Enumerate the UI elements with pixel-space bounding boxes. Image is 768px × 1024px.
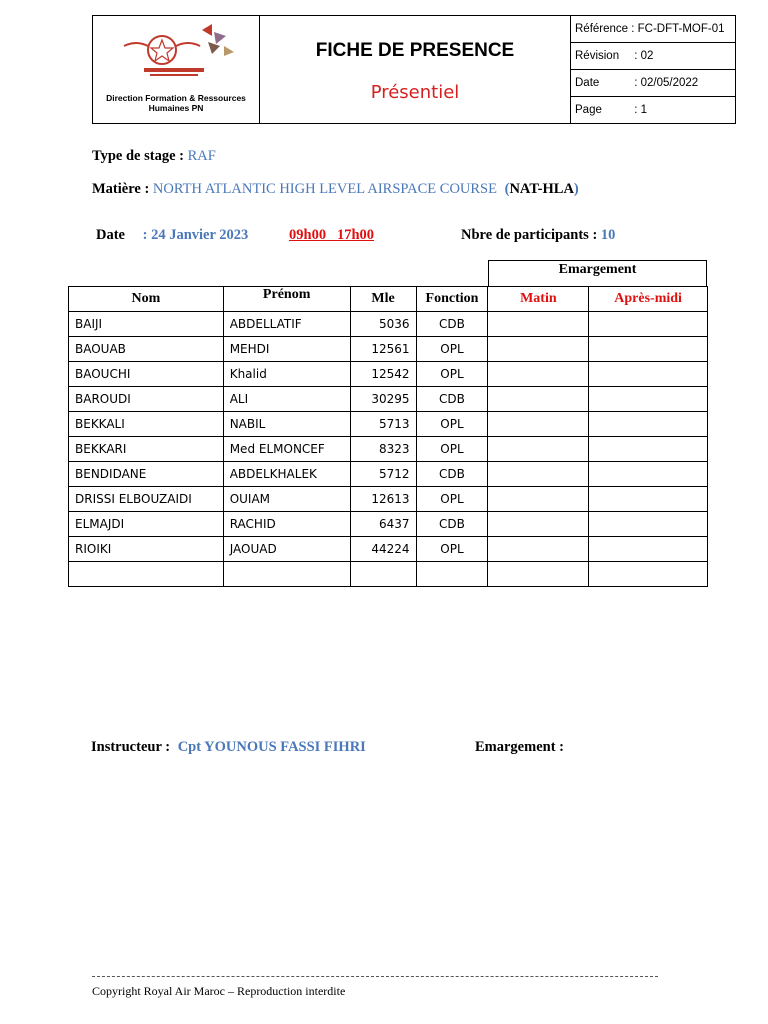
matiere-line: [92, 181, 579, 198]
cell-matin-signature[interactable]: [488, 387, 589, 412]
instructor-value: Cpt YOUNOUS FASSI FIHRI: [177, 739, 366, 755]
instructor-emargement-label: Emargement :: [475, 739, 564, 755]
session-date-value: : 24 Janvier 2023: [142, 227, 249, 243]
participants-value: 10: [600, 227, 616, 243]
cell-mle: 5713: [350, 412, 416, 437]
revision-label: Révision: [575, 50, 620, 62]
table-row: [69, 312, 708, 337]
type-stage-line: [92, 148, 216, 165]
cell-apres-midi-signature[interactable]: [589, 512, 708, 537]
cell-apres-midi-signature[interactable]: [589, 412, 708, 437]
cell-prenom: NABIL: [223, 412, 350, 437]
matiere-value: NORTH ATLANTIC HIGH LEVEL AIRSPACE COURSE: [152, 181, 497, 197]
col-nom: Nom: [69, 287, 224, 312]
instructor-label: Instructeur :: [91, 739, 171, 755]
cell-fonction: OPL: [416, 337, 488, 362]
cell-matin-signature[interactable]: [488, 412, 589, 437]
matiere-paren-open: (: [504, 181, 510, 197]
cell-mle: 12613: [350, 487, 416, 512]
cell-prenom: RACHID: [223, 512, 350, 537]
cell-nom: ELMAJDI: [69, 512, 224, 537]
col-mle: Mle: [350, 287, 416, 312]
date-cell: [571, 70, 736, 97]
time-end: 17h00: [336, 227, 375, 243]
cell-apres-midi-signature[interactable]: [589, 462, 708, 487]
cell-prenom: OUIAM: [223, 487, 350, 512]
footer-copyright: Copyright Royal Air Maroc – Reproduction interdite: [92, 984, 346, 998]
revision-value: : 02: [634, 50, 654, 62]
cell-apres-midi-signature[interactable]: [589, 537, 708, 562]
cell-matin-signature[interactable]: [488, 512, 589, 537]
table-row: [69, 337, 708, 362]
page-label: Page: [575, 104, 602, 116]
instructor-line: [91, 739, 366, 756]
cell-nom: BEKKARI: [69, 437, 224, 462]
cell-mle: 12542: [350, 362, 416, 387]
cell-prenom: JAOUAD: [223, 537, 350, 562]
cell-matin-signature[interactable]: [488, 487, 589, 512]
session-date-label: Date: [96, 227, 125, 243]
cell-apres-midi-signature[interactable]: [589, 337, 708, 362]
table-row: [69, 412, 708, 437]
table-row: [69, 462, 708, 487]
cell-matin-signature[interactable]: [488, 562, 589, 587]
cell-fonction: OPL: [416, 412, 488, 437]
cell-matin-signature[interactable]: [488, 537, 589, 562]
date-label: Date: [575, 77, 600, 89]
attendance-table: [68, 286, 708, 587]
cell-nom: RIOIKI: [69, 537, 224, 562]
cell-prenom: ALI: [223, 387, 350, 412]
cell-prenom: Med ELMONCEF: [223, 437, 350, 462]
cell-apres-midi-signature[interactable]: [589, 312, 708, 337]
page-cell: [571, 97, 736, 124]
department-name: Direction Formation & Ressources Humaines PN: [106, 93, 246, 113]
cell-fonction: OPL: [416, 362, 488, 387]
cell-prenom: ABDELKHALEK: [223, 462, 350, 487]
matiere-paren-close: ): [573, 181, 579, 197]
cell-nom: BAIJI: [69, 312, 224, 337]
cell-fonction: CDB: [416, 312, 488, 337]
cell-mle: 5712: [350, 462, 416, 487]
table-row: [69, 362, 708, 387]
date-value: : 02/05/2022: [634, 77, 699, 89]
participants-label: Nbre de participants :: [461, 227, 598, 243]
cell-matin-signature[interactable]: [488, 462, 589, 487]
cell-nom: BAROUDI: [69, 387, 224, 412]
cell-mle: 44224: [350, 537, 416, 562]
table-row: [69, 437, 708, 462]
session-time: [289, 227, 374, 244]
emargement-header: Emargement: [488, 260, 707, 286]
cell-fonction: [416, 562, 488, 587]
cell-matin-signature[interactable]: [488, 312, 589, 337]
cell-fonction: CDB: [416, 462, 488, 487]
table-row: [69, 512, 708, 537]
revision-cell: [571, 43, 736, 70]
cell-fonction: CDB: [416, 387, 488, 412]
document-subtitle: Présentiel: [370, 82, 460, 103]
col-fonction: Fonction: [416, 287, 488, 312]
cell-mle: 5036: [350, 312, 416, 337]
reference-cell: [571, 16, 736, 43]
document-title: FICHE DE PRESENCE: [315, 40, 515, 61]
table-row: [69, 387, 708, 412]
cell-nom: BEKKALI: [69, 412, 224, 437]
cell-apres-midi-signature[interactable]: [589, 362, 708, 387]
cell-apres-midi-signature[interactable]: [589, 437, 708, 462]
table-row: [69, 487, 708, 512]
cell-matin-signature[interactable]: [488, 362, 589, 387]
matiere-label: Matière :: [92, 181, 150, 197]
table-row: [69, 562, 708, 587]
col-apres-midi: Après-midi: [589, 287, 708, 312]
cell-nom: [69, 562, 224, 587]
cell-fonction: CDB: [416, 512, 488, 537]
cell-mle: 8323: [350, 437, 416, 462]
cell-matin-signature[interactable]: [488, 437, 589, 462]
type-stage-value: RAF: [187, 148, 216, 164]
cell-nom: DRISSI ELBOUZAIDI: [69, 487, 224, 512]
cell-matin-signature[interactable]: [488, 337, 589, 362]
royal-air-maroc-logo: [116, 22, 236, 82]
time-start: 09h00: [289, 227, 327, 243]
cell-prenom: ABDELLATIF: [223, 312, 350, 337]
type-stage-label: Type de stage :: [92, 148, 184, 164]
cell-prenom: Khalid: [223, 362, 350, 387]
participants-line: [461, 227, 615, 244]
cell-mle: 6437: [350, 512, 416, 537]
cell-nom: BAOUCHI: [69, 362, 224, 387]
cell-nom: BENDIDANE: [69, 462, 224, 487]
cell-prenom: MEHDI: [223, 337, 350, 362]
cell-apres-midi-signature[interactable]: [589, 562, 708, 587]
cell-nom: BAOUAB: [69, 337, 224, 362]
cell-apres-midi-signature[interactable]: [589, 487, 708, 512]
cell-fonction: OPL: [416, 487, 488, 512]
col-prenom: Prénom: [223, 287, 350, 312]
table-row: [69, 537, 708, 562]
document-header: [92, 15, 736, 121]
matiere-code: NAT-HLA: [509, 181, 574, 197]
title-cell: [260, 16, 571, 124]
col-matin: Matin: [488, 287, 589, 312]
reference-text: Référence : FC-DFT-MOF-01: [575, 23, 725, 35]
cell-prenom: [223, 562, 350, 587]
page-value: : 1: [634, 104, 647, 116]
date-line: [96, 227, 248, 244]
cell-mle: [350, 562, 416, 587]
footer-divider: [92, 976, 658, 977]
cell-fonction: OPL: [416, 437, 488, 462]
table-header-row: [69, 287, 708, 312]
cell-mle: 12561: [350, 337, 416, 362]
logo-cell: [93, 16, 260, 124]
cell-apres-midi-signature[interactable]: [589, 387, 708, 412]
cell-mle: 30295: [350, 387, 416, 412]
cell-fonction: OPL: [416, 537, 488, 562]
